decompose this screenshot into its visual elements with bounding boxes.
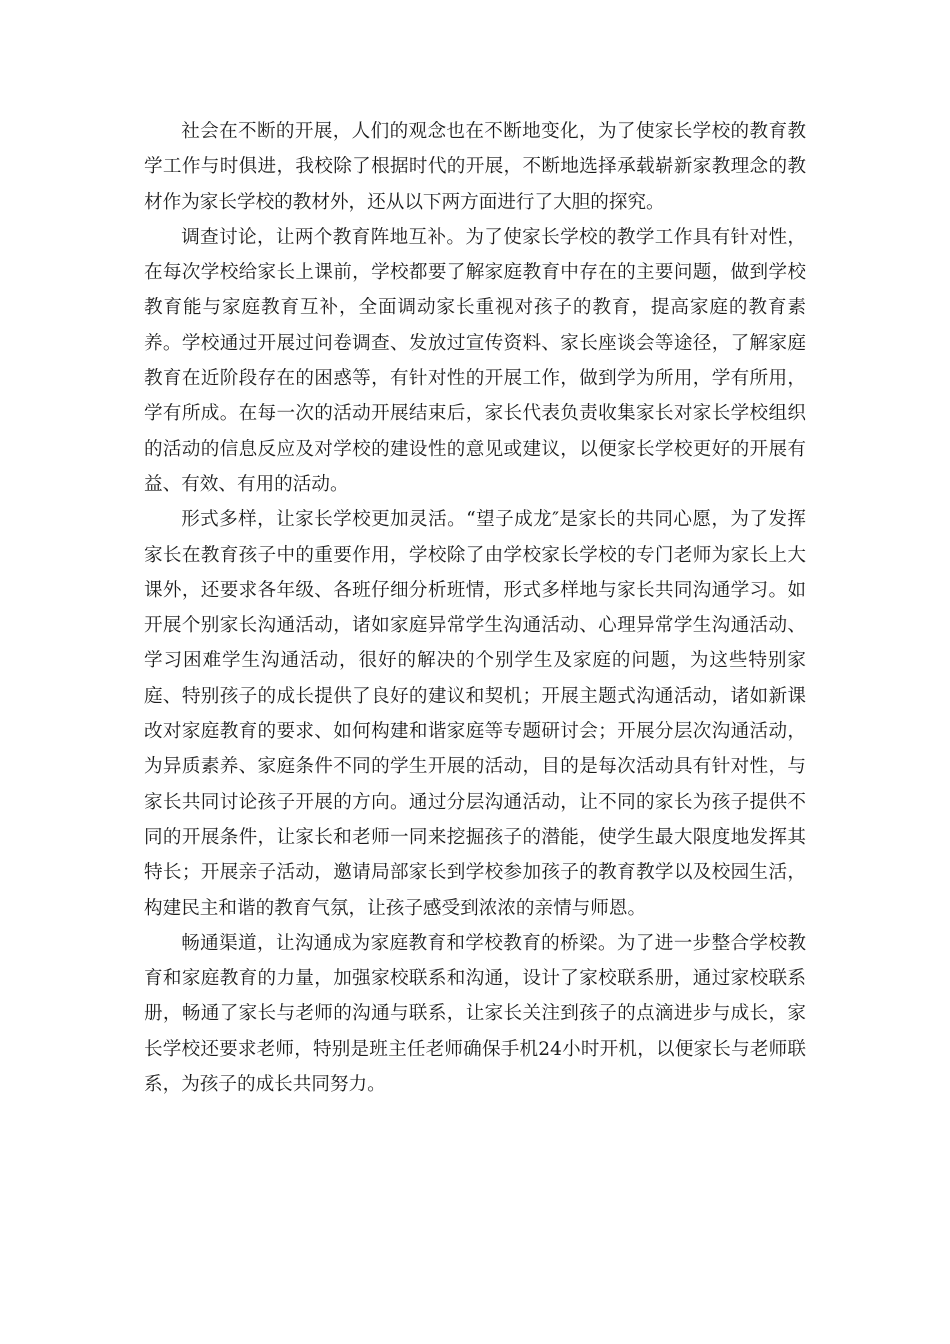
document-body [144,114,806,1102]
paragraph-open-channels: 畅通渠道，让沟通成为家庭教育和学校教育的桥梁。为了进一步整合学校教育和家庭教育的力量，加强家校联系和沟通，设计了家校联系册，通过家校联系册，畅通了家长与老师的沟通与联系，让家长关注到孩子的点滴进步与成长，家长学校还要求老师，特别是班主任老师确保手机24小时开机，以便家长与老师联系，为孩子的成长共同努力。 [144,932,806,1096]
paragraph-intro: 社会在不断的开展，人们的观念也在不断地变化，为了使家长学校的教育教学工作与时俱进，我校除了根据时代的开展，不断地选择承载崭新家教理念的教材作为家长学校的教材外，还从以下两方面进行了大胆的探究。 [144,121,806,213]
paragraph-diverse-forms: 形式多样，让家长学校更加灵活。“望子成龙″是家长的共同心愿，为了发挥家长在教育孩子中的重要作用，学校除了由学校家长学校的专门老师为家长上大课外，还要求各年级、各班仔细分析班情，形式多样地与家长共同沟通学习。如开展个别家长沟通活动，诸如家庭异常学生沟通活动、心理异常学生沟通活动、学习困难学生沟通活动，很好的解决的个别学生及家庭的问题，为这些特别家庭、特别孩子的成长提供了良好的建议和契机；开展主题式沟通活动，诸如新课改对家庭教育的要求、如何构建和谐家庭等专题研讨会；开展分层次沟通活动，为异质素养、家庭条件不同的学生开展的活动，目的是每次活动具有针对性，与家长共同讨论孩子开展的方向。通过分层沟通活动，让不同的家长为孩子提供不同的开展条件，让家长和老师一同来挖掘孩子的潜能，使学生最大限度地发挥其特长；开展亲子活动，邀请局部家长到学校参加孩子的教育教学以及校园生活，构建民主和谐的教育气氛，让孩子感受到浓浓的亲情与师恩。 [144,509,806,919]
paragraph-survey-discussion: 调查讨论，让两个教育阵地互补。为了使家长学校的教学工作具有针对性，在每次学校给家长上课前，学校都要了解家庭教育中存在的主要问题，做到学校教育能与家庭教育互补，全面调动家长重视对孩子的教育，提高家庭的教育素养。学校通过开展过问卷调查、发放过宣传资料、家长座谈会等途径，了解家庭教育在近阶段存在的困惑等，有针对性的开展工作，做到学为所用，学有所用，学有所成。在每一次的活动开展结束后，家长代表负责收集家长对家长学校组织的活动的信息反应及对学校的建设性的意见或建议，以便家长学校更好的开展有益、有效、有用的活动。 [144,226,806,495]
